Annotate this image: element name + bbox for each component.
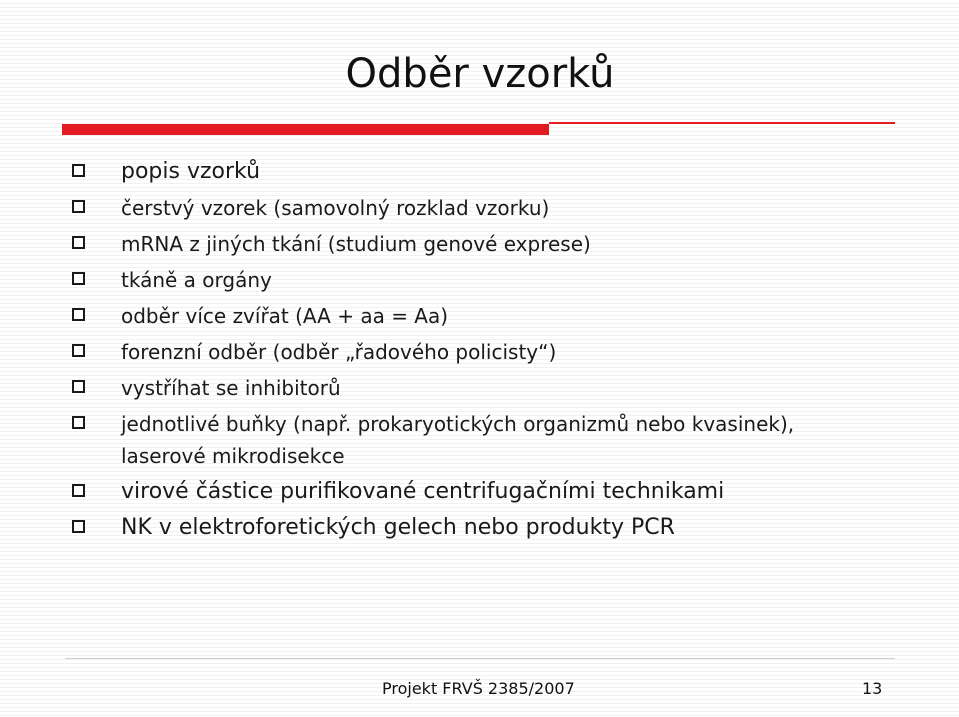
list-item	[0, 264, 851, 296]
bullet-text: popis vzorků	[121, 159, 261, 184]
bullet-text: forenzní odběr (odběr „řadového policisty“)	[121, 340, 557, 364]
checkbox-bullet-icon	[72, 200, 85, 213]
bullet-list	[0, 156, 959, 548]
list-item	[0, 300, 851, 332]
list-item	[0, 192, 851, 224]
checkbox-bullet-icon	[72, 236, 85, 249]
footer-project: Projekt FRVŠ 2385/2007	[382, 679, 575, 698]
list-item	[0, 408, 851, 472]
bullet-text: virové částice purifikované centrifugačními technikami	[121, 479, 725, 504]
bullet-text: odběr více zvířat (AA + aa = Aa)	[121, 304, 449, 328]
checkbox-bullet-icon	[72, 164, 85, 177]
list-item	[0, 336, 851, 368]
slide-title: Odběr vzorků	[345, 51, 615, 97]
title-underline-line	[549, 122, 895, 124]
list-item	[0, 228, 851, 260]
checkbox-bullet-icon	[72, 416, 85, 429]
checkbox-bullet-icon	[72, 272, 85, 285]
bullet-text: mRNA z jiných tkání (studium genové exprese)	[121, 232, 591, 256]
list-item	[0, 476, 851, 508]
bullet-text: čerstvý vzorek (samovolný rozklad vzorku)	[121, 196, 550, 220]
list-item	[0, 372, 851, 404]
checkbox-bullet-icon	[72, 344, 85, 357]
list-item	[0, 512, 851, 544]
footer-divider	[65, 658, 895, 659]
title-underline-bar	[62, 124, 549, 135]
bullet-text: tkáně a orgány	[121, 268, 272, 292]
bullet-text: vystříhat se inhibitorů	[121, 376, 341, 400]
checkbox-bullet-icon	[72, 520, 85, 533]
bullet-text: jednotlivé buňky (např. prokaryotických organizmů nebo kvasinek), laserové mikrodisekce	[121, 412, 795, 468]
checkbox-bullet-icon	[72, 308, 85, 321]
list-item	[0, 156, 851, 188]
bullet-text: NK v elektroforetických gelech nebo produkty PCR	[121, 515, 675, 540]
page-number: 13	[862, 679, 883, 698]
checkbox-bullet-icon	[72, 484, 85, 497]
checkbox-bullet-icon	[72, 380, 85, 393]
